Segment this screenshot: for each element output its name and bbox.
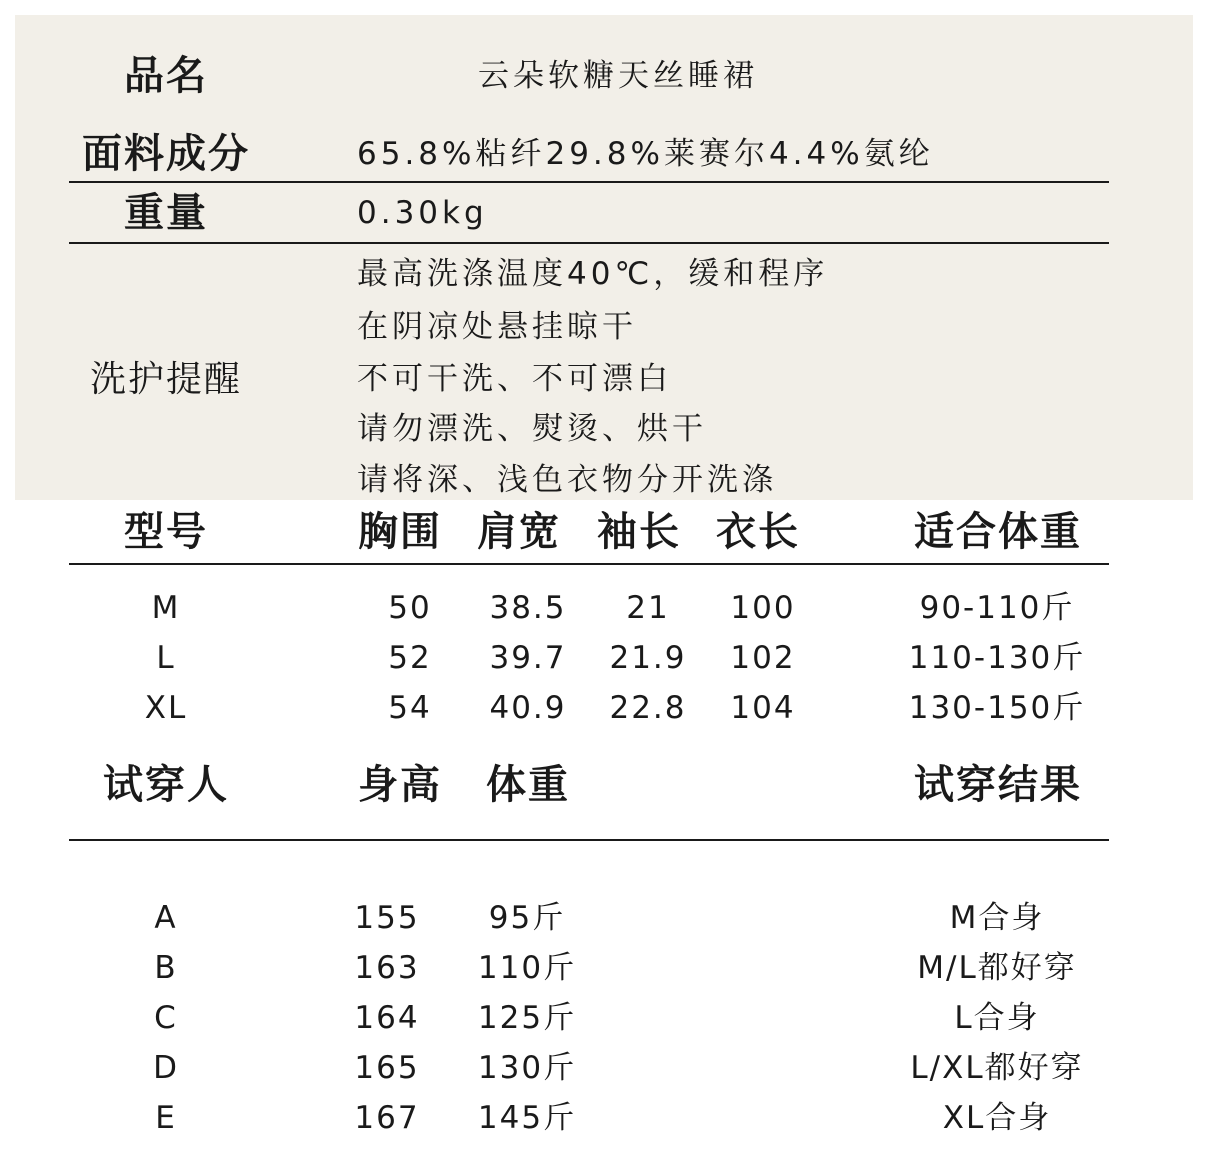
size-cell: 50 [388,590,432,626]
divider-line [69,181,1109,183]
tryon-cell: XL合身 [942,1100,1052,1136]
size-cell: 54 [388,690,432,726]
divider-line [69,839,1109,841]
fabric-label: 面料成分 [82,131,250,177]
product-name-label: 品名 [124,53,208,99]
size-cell: 21.9 [609,640,687,676]
size-header-model: 型号 [124,509,208,555]
care-line: 请勿漂洗、熨烫、烘干 [357,411,707,447]
care-line: 最高洗涤温度40℃，缓和程序 [357,256,829,292]
size-header-length: 衣长 [716,509,800,555]
tryon-cell: 163 [354,950,420,986]
tryon-cell: 110斤 [477,950,577,986]
tryon-cell: C [154,1000,178,1036]
size-header-shoulder: 肩宽 [477,509,561,555]
tryon-cell: 130斤 [477,1050,577,1086]
size-cell: 40.9 [489,690,567,726]
tryon-header-person: 试穿人 [103,762,229,808]
tryon-cell: E [155,1100,177,1136]
tryon-cell: 167 [354,1100,420,1136]
size-cell: 102 [730,640,796,676]
size-cell: 104 [730,690,796,726]
size-header-sleeve: 袖长 [597,509,681,555]
tryon-header-weight: 体重 [486,762,570,808]
tryon-header-height: 身高 [358,762,442,808]
size-cell: 21 [626,590,670,626]
size-cell: 52 [388,640,432,676]
size-cell: 38.5 [489,590,567,626]
tryon-cell: 95斤 [488,900,566,936]
tryon-cell: 164 [354,1000,420,1036]
tryon-cell: B [154,950,178,986]
care-line: 不可干洗、不可漂白 [357,361,672,397]
size-cell: 39.7 [489,640,567,676]
fabric-value: 65.8%粘纤29.8%莱赛尔4.4%氨纶 [357,136,934,172]
tryon-cell: A [154,900,178,936]
divider-line [69,242,1109,244]
size-cell: 22.8 [609,690,687,726]
size-cell: 90-110斤 [919,590,1075,626]
divider-line [69,563,1109,565]
care-line: 请将深、浅色衣物分开洗涤 [357,462,777,498]
weight-value: 0.30kg [357,195,488,231]
size-header-chest: 胸围 [358,509,442,555]
care-label: 洗护提醒 [89,359,243,400]
tryon-cell: M/L都好穿 [917,950,1077,986]
size-cell: 110-130斤 [908,640,1086,676]
tryon-cell: L合身 [954,1000,1040,1036]
tryon-cell: L/XL都好穿 [910,1050,1084,1086]
size-cell: L [156,640,176,676]
weight-label: 重量 [124,190,208,236]
size-header-weight-range: 适合体重 [914,509,1082,555]
size-cell: M [151,590,181,626]
product-name-value: 云朵软糖天丝睡裙 [478,58,758,94]
size-cell: XL [144,690,188,726]
tryon-cell: 145斤 [477,1100,577,1136]
tryon-cell: D [153,1050,179,1086]
tryon-header-result: 试穿结果 [914,762,1082,808]
tryon-cell: M合身 [949,900,1045,936]
tryon-cell: 165 [354,1050,420,1086]
tryon-cell: 125斤 [477,1000,577,1036]
size-cell: 130-150斤 [908,690,1086,726]
care-line: 在阴凉处悬挂晾干 [357,309,637,345]
tryon-cell: 155 [354,900,420,936]
size-cell: 100 [730,590,796,626]
